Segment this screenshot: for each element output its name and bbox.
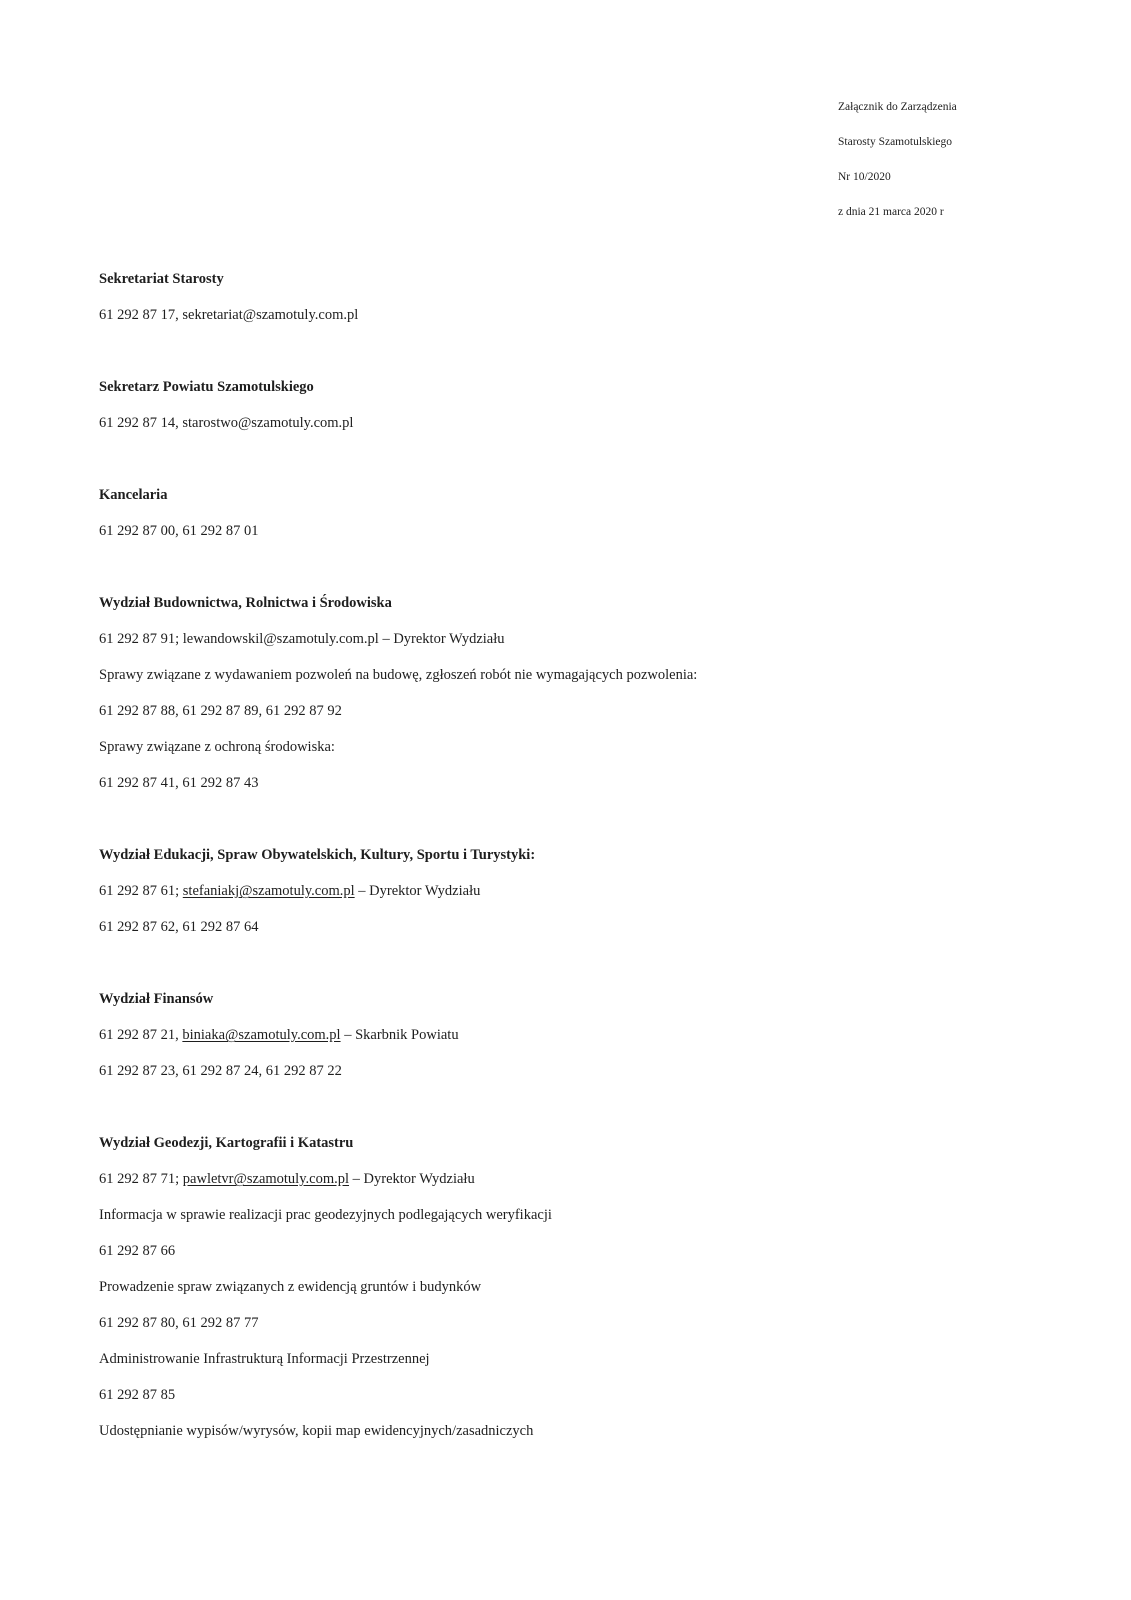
phone-line: 61 292 87 88, 61 292 87 89, 61 292 87 92 (99, 703, 342, 719)
topic-label: Sprawy związane z ochroną środowiska: (99, 739, 335, 755)
topic-label: Sprawy związane z wydawaniem pozwoleń na budowę, zgłoszeń robót nie wymagających pozwolenia: (99, 667, 698, 683)
phone-line: 61 292 87 41, 61 292 87 43 (99, 775, 259, 791)
section-title: Wydział Geodezji, Kartografii i Katastru (99, 1135, 354, 1151)
phone-line: 61 292 87 80, 61 292 87 77 (99, 1315, 259, 1331)
section-title: Wydział Edukacji, Spraw Obywatelskich, Kultury, Sportu i Turystyki: (99, 847, 536, 863)
treasurer-contact-line (99, 1027, 1059, 1063)
topic-label: Informacja w sprawie realizacji prac geodezyjnych podlegających weryfikacji (99, 1207, 552, 1223)
role-label: – Dyrektor Wydziału (354, 883, 481, 899)
section-budownictwo (99, 595, 1059, 811)
section-title: Kancelaria (99, 487, 168, 503)
section-edukacja (99, 847, 1059, 955)
header-note-line: z dnia 21 marca 2020 r (838, 206, 944, 218)
header-note-line: Starosty Szamotulskiego (838, 136, 953, 148)
director-contact-line (99, 883, 1059, 919)
phone-line: 61 292 87 66 (99, 1243, 176, 1259)
contact-line: 61 292 87 00, 61 292 87 01 (99, 523, 259, 539)
section-geodezja (99, 1135, 1059, 1459)
phone-line: 61 292 87 85 (99, 1387, 176, 1403)
phone-number: 61 292 87 71; (99, 1171, 183, 1187)
phone-line: 61 292 87 62, 61 292 87 64 (99, 919, 259, 935)
email-link[interactable]: pawletvr@szamotuly.com.pl (182, 1171, 350, 1187)
section-kancelaria (99, 487, 1059, 559)
phone-number: 61 292 87 21, (99, 1027, 183, 1043)
director-contact-line: 61 292 87 91; lewandowskil@szamotuly.com.pl – Dyrektor Wydziału (99, 631, 505, 647)
phone-line: 61 292 87 23, 61 292 87 24, 61 292 87 22 (99, 1063, 342, 1079)
section-title: Sekretarz Powiatu Szamotulskiego (99, 379, 314, 395)
topic-label: Prowadzenie spraw związanych z ewidencją gruntów i budynków (99, 1279, 482, 1295)
section-sekretarz (99, 379, 1059, 451)
section-finanse (99, 991, 1059, 1099)
section-title: Sekretariat Starosty (99, 271, 224, 287)
section-title: Wydział Budownictwa, Rolnictwa i Środowiska (99, 595, 392, 611)
header-note-line: Nr 10/2020 (838, 171, 891, 183)
email-link[interactable]: stefaniakj@szamotuly.com.pl (182, 883, 355, 899)
contact-line: 61 292 87 14, starostwo@szamotuly.com.pl (99, 415, 354, 431)
director-contact-line (99, 1171, 1059, 1207)
topic-label: Udostępnianie wypisów/wyrysów, kopii map ewidencyjnych/zasadniczych (99, 1423, 534, 1439)
section-sekretariat (99, 271, 1059, 343)
header-note-line: Załącznik do Zarządzenia (838, 101, 957, 113)
email-link[interactable]: biniaka@szamotuly.com.pl (182, 1027, 341, 1043)
contact-directory (99, 271, 1059, 1459)
attachment-header-note (838, 100, 957, 240)
contact-line: 61 292 87 17, sekretariat@szamotuly.com.pl (99, 307, 359, 323)
topic-label: Administrowanie Infrastrukturą Informacji Przestrzennej (99, 1351, 430, 1367)
role-label: – Skarbnik Powiatu (340, 1027, 459, 1043)
phone-number: 61 292 87 61; (99, 883, 183, 899)
section-title: Wydział Finansów (99, 991, 214, 1007)
role-label: – Dyrektor Wydziału (349, 1171, 475, 1187)
